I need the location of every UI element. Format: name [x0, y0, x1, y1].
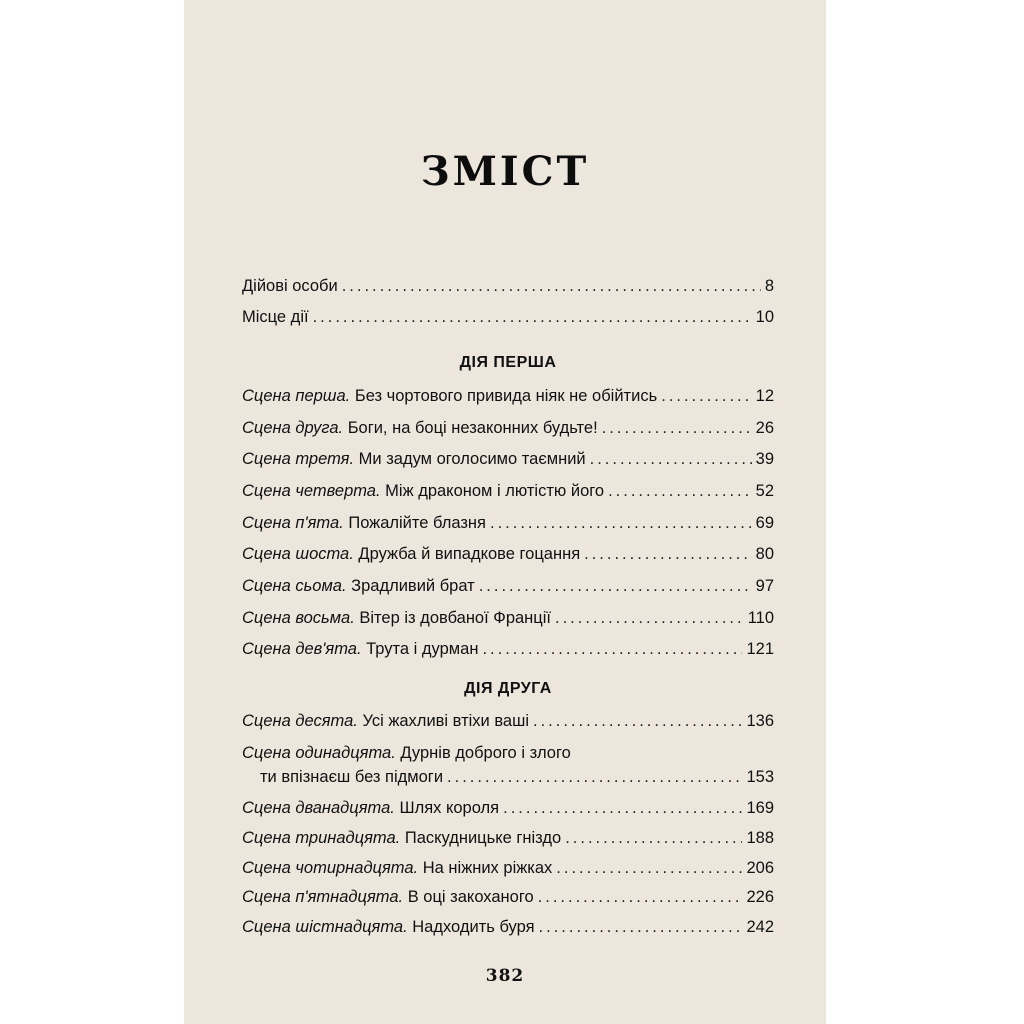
entry-page: 169: [746, 799, 774, 817]
entry-page: 8: [764, 277, 774, 295]
entry-title: Шлях короля: [399, 799, 500, 817]
scene-label: Сцена п'ята.: [242, 514, 344, 532]
scene-label: Сцена п'ятнадцята.: [242, 888, 404, 906]
scene-label: Сцена сьома.: [242, 577, 347, 595]
scene-label: Сцена чотирнадцята.: [242, 859, 419, 877]
entry-page: 12: [755, 387, 774, 405]
entry-title: В оці закоханого: [407, 888, 534, 906]
leader-dots: [556, 858, 742, 878]
scene-label: Сцена перша.: [242, 387, 351, 405]
leader-dots: [565, 828, 742, 848]
toc-entry: [242, 513, 774, 533]
entry-title: Місце дії: [242, 308, 309, 326]
leader-dots: [490, 513, 752, 533]
entry-title: Надходить буря: [412, 918, 535, 936]
scene-label: Сцена четверта.: [242, 482, 381, 500]
toc-entry: [242, 828, 774, 848]
entry-page: 188: [746, 829, 774, 847]
toc-entry: [242, 418, 774, 438]
scene-label: Сцена дев'ята.: [242, 640, 362, 658]
toc-entry-first-line: [242, 743, 774, 763]
entry-page: 26: [755, 419, 774, 437]
entry-title-continued: ти впізнаєш без підмоги: [260, 768, 444, 786]
leader-dots: [342, 276, 761, 296]
leader-dots: [313, 307, 752, 327]
toc-entry: [242, 917, 774, 937]
book-page: [184, 0, 826, 1024]
entry-page: 226: [746, 888, 774, 906]
toc-entry: [242, 481, 774, 501]
entry-page: 121: [746, 640, 774, 658]
entry-title: Дурнів доброго і злого: [400, 744, 571, 762]
entry-title: Усі жахливі втіхи ваші: [362, 712, 530, 730]
entry-title: Пожалійте блазня: [348, 514, 486, 532]
entry-title: Вітер із довбаної Франції: [359, 609, 551, 627]
toc-entry: [242, 544, 774, 564]
toc-entry: [242, 576, 774, 596]
leader-dots: [447, 767, 742, 787]
scene-label: Сцена восьма.: [242, 609, 355, 627]
entry-page: 242: [746, 918, 774, 936]
toc-entry: [242, 449, 774, 469]
scene-label: Сцена друга.: [242, 419, 344, 437]
leader-dots: [538, 887, 743, 907]
entry-page: 80: [755, 545, 774, 563]
scene-label: Сцена дванадцята.: [242, 799, 395, 817]
leader-dots: [608, 481, 752, 501]
leader-dots: [555, 608, 744, 628]
leader-dots: [479, 576, 752, 596]
scene-label: Сцена шоста.: [242, 545, 354, 563]
toc-entry: [242, 887, 774, 907]
entry-page: 52: [755, 482, 774, 500]
toc-entry: [260, 767, 774, 787]
entry-page: 10: [755, 308, 774, 326]
entry-page: 110: [747, 609, 774, 627]
entry-title: Дійові особи: [242, 277, 338, 295]
entry-title: Паскудницьке гніздо: [404, 829, 562, 847]
scene-label: Сцена десята.: [242, 712, 358, 730]
leader-dots: [503, 798, 742, 818]
leader-dots: [533, 711, 742, 731]
entry-title: Ми задум оголосимо таємний: [358, 450, 586, 468]
scene-label: Сцена шістнадцята.: [242, 918, 408, 936]
entry-title: Між драконом і лютістю його: [385, 482, 605, 500]
leader-dots: [482, 639, 742, 659]
entry-page: 69: [755, 514, 774, 532]
leader-dots: [602, 418, 752, 438]
entry-title: Без чортового привида ніяк не обійтись: [354, 387, 658, 405]
toc-entry: [242, 608, 774, 628]
scene-label: Сцена тринадцята.: [242, 829, 401, 847]
toc-entry: [242, 798, 774, 818]
leader-dots: [590, 449, 752, 469]
act-heading: ДІЯ ПЕРША: [459, 354, 557, 371]
toc-entry: [242, 307, 774, 327]
entry-page: 206: [746, 859, 774, 877]
page-title: ЗМІСТ: [420, 148, 590, 195]
toc-entry: [242, 386, 774, 406]
page-number: 382: [485, 966, 525, 986]
toc-entry: [242, 858, 774, 878]
entry-page: 39: [755, 450, 774, 468]
entry-title: На ніжних ріжках: [422, 859, 553, 877]
toc-entry: [242, 639, 774, 659]
entry-title: Зрадливий брат: [351, 577, 475, 595]
toc-entry: [242, 276, 774, 296]
entry-page: 153: [746, 768, 774, 786]
entry-page: 136: [746, 712, 774, 730]
act-heading: ДІЯ ДРУГА: [464, 680, 552, 697]
entry-page: 97: [755, 577, 774, 595]
leader-dots: [661, 386, 751, 406]
entry-title: Боги, на боці незаконних будьте!: [347, 419, 598, 437]
toc-entry: [242, 711, 774, 731]
scene-label: Сцена одинадцята.: [242, 744, 396, 762]
entry-title: Трута і дурман: [366, 640, 479, 658]
entry-title: Дружба й випадкове гоцання: [358, 545, 581, 563]
leader-dots: [539, 917, 743, 937]
scene-label: Сцена третя.: [242, 450, 355, 468]
leader-dots: [584, 544, 752, 564]
